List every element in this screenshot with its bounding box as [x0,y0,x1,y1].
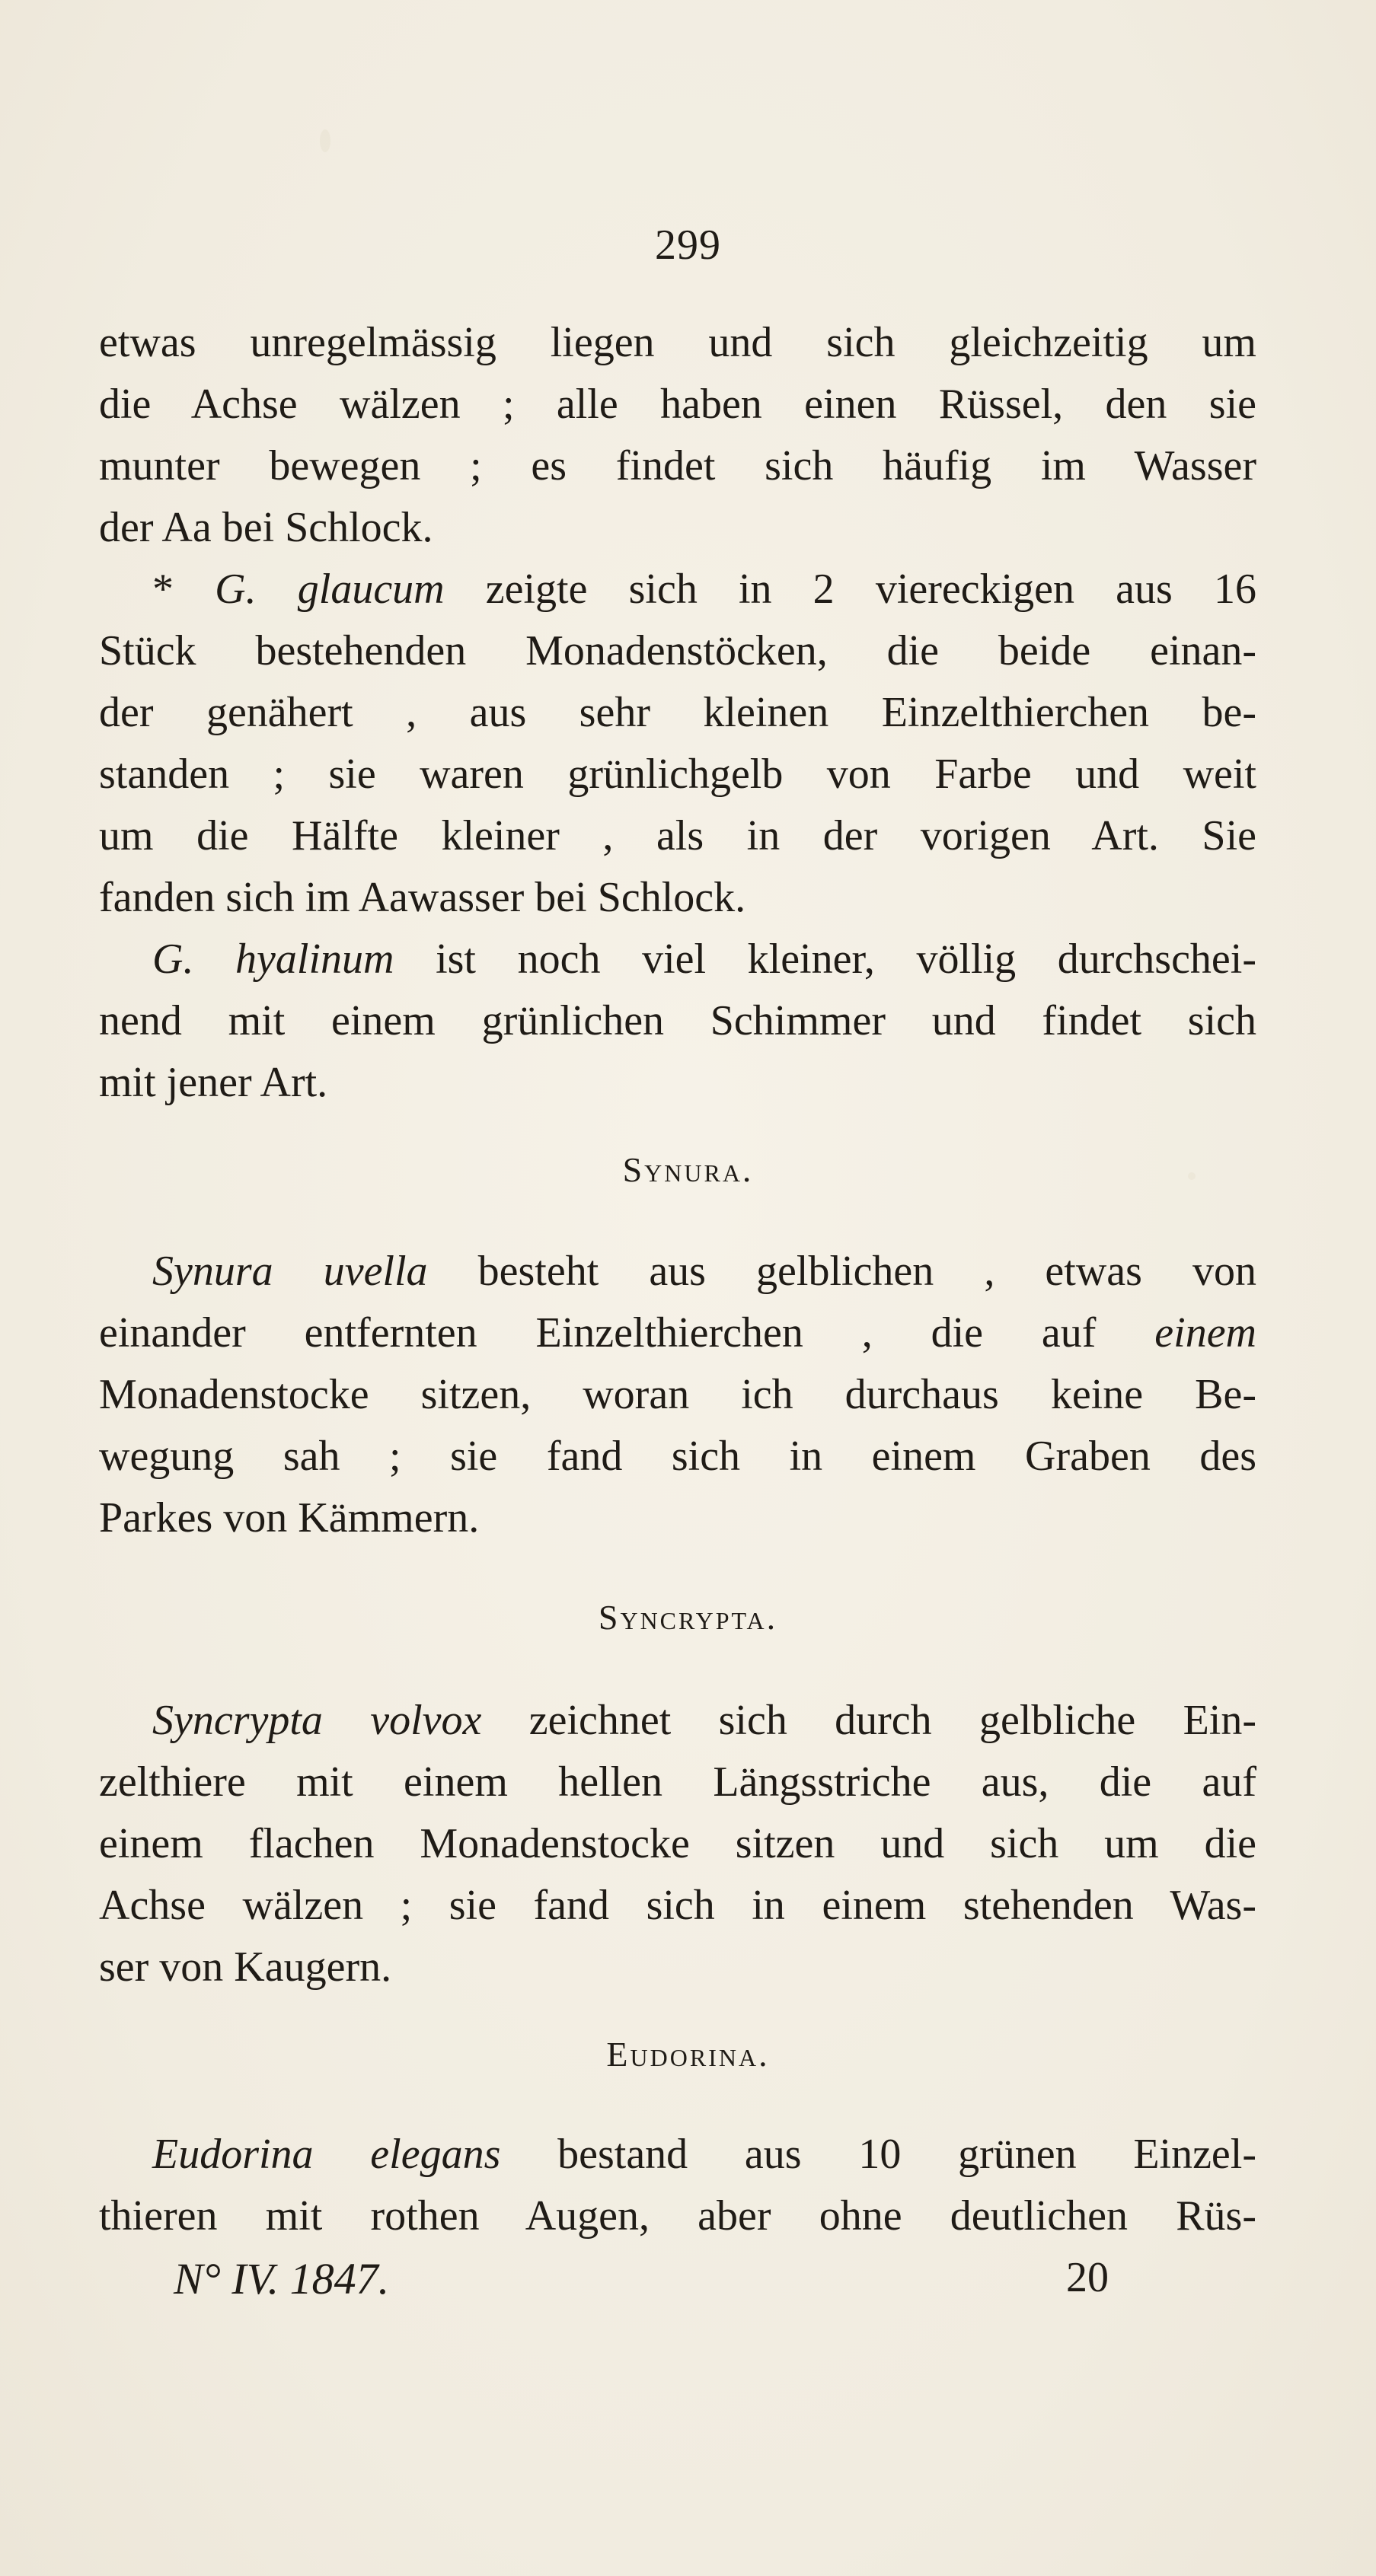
text-fragment: zeichnet sich durch gelbliche Ein- [481,1697,1257,1744]
page-number: 299 [655,222,721,269]
signature-mark: 20 [1066,2254,1109,2301]
text-line: etwas unregelmässig liegen und sich gleichzeitig um [99,319,1256,366]
text-line: Achse wälzen ; sie fand sich in einem stehenden Was- [99,1882,1256,1929]
text-line: einem flachen Monadenstocke sitzen und sich um die [99,1820,1256,1867]
species-name: G. glaucum [215,566,445,613]
text-fragment: zeigte sich in 2 viereckigen aus 16 [444,566,1256,613]
text-line: der Aa bei Schlock. [99,504,433,551]
paragraph-syncrypta [99,1690,1256,1998]
paragraph-continuation [99,312,1256,559]
text-line: thieren mit rothen Augen, aber ohne deutlichen Rüs- [99,2192,1256,2240]
text-line: zelthiere mit einem hellen Längsstriche aus, die auf [99,1758,1256,1806]
text-line: munter bewegen ; es findet sich häufig im Wasser [99,442,1256,489]
text-line: ser von Kaugern. [99,1943,392,1991]
text-line: die Achse wälzen ; alle haben einen Rüssel, den sie [99,381,1256,428]
paper-stain [320,129,330,152]
text-fragment: bestand aus 10 grünen Einzel- [500,2131,1256,2178]
text-fragment: besteht aus gelblichen , etwas von [427,1248,1257,1295]
text-line: Parkes von Kämmern. [99,1494,480,1541]
text-fragment: ist noch viel kleiner, völlig durchschei- [394,936,1256,983]
text-line: wegung sah ; sie fand sich in einem Graben des [99,1433,1256,1480]
text-line: Stück bestehenden Monadenstöcken, die beide einan- [99,627,1256,674]
text-line: standen ; sie waren grünlichgelb von Farbe und weit [99,751,1256,798]
paragraph-eudorina [99,2124,1256,2247]
section-heading-syncrypta: Syncrypta. [598,1598,778,1637]
text-line [99,1302,1256,1364]
species-name: Synura uvella [152,1248,428,1295]
paragraph-synura [99,1241,1256,1549]
text-line: der genähert , aus sehr kleinen Einzelthierchen be- [99,689,1256,736]
text-line [99,2124,1256,2185]
text-line: um die Hälfte kleiner , als in der vorigen Art. Sie [99,812,1256,859]
text-line [99,1690,1256,1752]
emphasis-word: einem [1154,1309,1256,1357]
text-fragment: einander entfernten Einzelthierchen , die auf [99,1309,1155,1357]
footnote-marker: * [152,566,215,613]
text-line: fanden sich im Aawasser bei Schlock. [99,874,746,921]
text-line: nend mit einem grünlichen Schimmer und findet sich [99,997,1256,1044]
section-heading-eudorina: Eudorina. [606,2035,770,2074]
text-line [99,929,1256,990]
paragraph-hyalinum [99,929,1256,1114]
paragraph-glaucum [99,559,1256,929]
text-line [99,1241,1256,1302]
text-line: mit jener Art. [99,1059,328,1106]
issue-number: N° IV. 1847. [174,2254,390,2303]
species-name: Syncrypta volvox [152,1697,482,1744]
section-heading-synura: Synura. [622,1150,754,1189]
species-name: G. hyalinum [152,936,394,983]
species-name: Eudorina elegans [152,2131,501,2178]
text-line: Monadenstocke sitzen, woran ich durchaus keine Be- [99,1371,1256,1418]
text-line [99,559,1256,620]
